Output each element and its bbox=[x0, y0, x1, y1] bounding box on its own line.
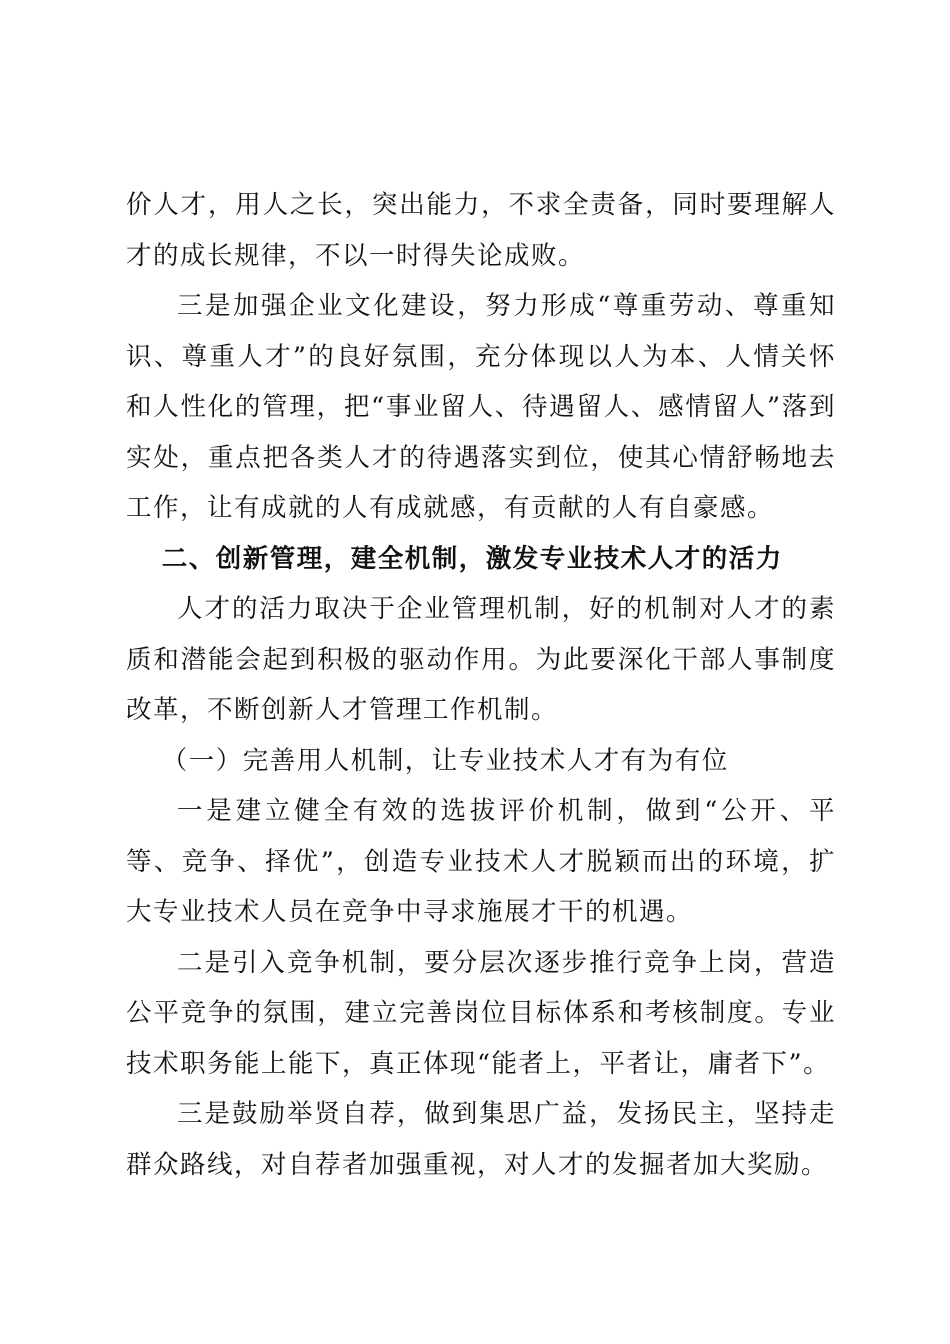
paragraph-continuation: 价人才，用人之长，突出能力，不求全责备，同时要理解人才的成长规律，不以一时得失论成败。 bbox=[126, 190, 836, 271]
paragraph-corporate-culture: 三是加强企业文化建设，努力形成“尊重劳动、尊重知识、尊重人才”的良好氛围，充分体现以人为本、人情关怀和人性化的管理，把“事业留人、待遇留人、感情留人”落到实处，重点把各类人才的待遇落实到位，使其心情舒畅地去工作，让有成就的人有成就感，有贡献的人有自豪感。 bbox=[126, 291, 836, 523]
subsection-heading-1: （一）完善用人机制，让专业技术人才有为有位 bbox=[161, 745, 729, 776]
section-heading-2: 二、创新管理，建全机制，激发专业技术人才的活力 bbox=[161, 543, 783, 574]
paragraph-selection-mechanism: 一是建立健全有效的选拔评价机制，做到“公开、平等、竞争、择优”，创造专业技术人才脱颖而出的环境，扩大专业技术人员在竞争中寻求施展才干的机遇。 bbox=[126, 796, 836, 927]
paragraph-self-recommendation: 三是鼓励举贤自荐，做到集思广益，发扬民主，坚持走群众路线，对自荐者加强重视，对人才的发掘者加大奖励。 bbox=[126, 1099, 836, 1180]
paragraph-competition-mechanism: 二是引入竞争机制，要分层次逐步推行竞争上岗，营造公平竞争的氛围，建立完善岗位目标体系和考核制度。专业技术职务能上能下，真正体现“能者上，平者让，庸者下”。 bbox=[126, 947, 836, 1079]
paragraph-management-mechanism: 人才的活力取决于企业管理机制，好的机制对人才的素质和潜能会起到积极的驱动作用。为此要深化干部人事制度改革，不断创新人才管理工作机制。 bbox=[126, 594, 836, 725]
document-body bbox=[126, 180, 836, 1190]
